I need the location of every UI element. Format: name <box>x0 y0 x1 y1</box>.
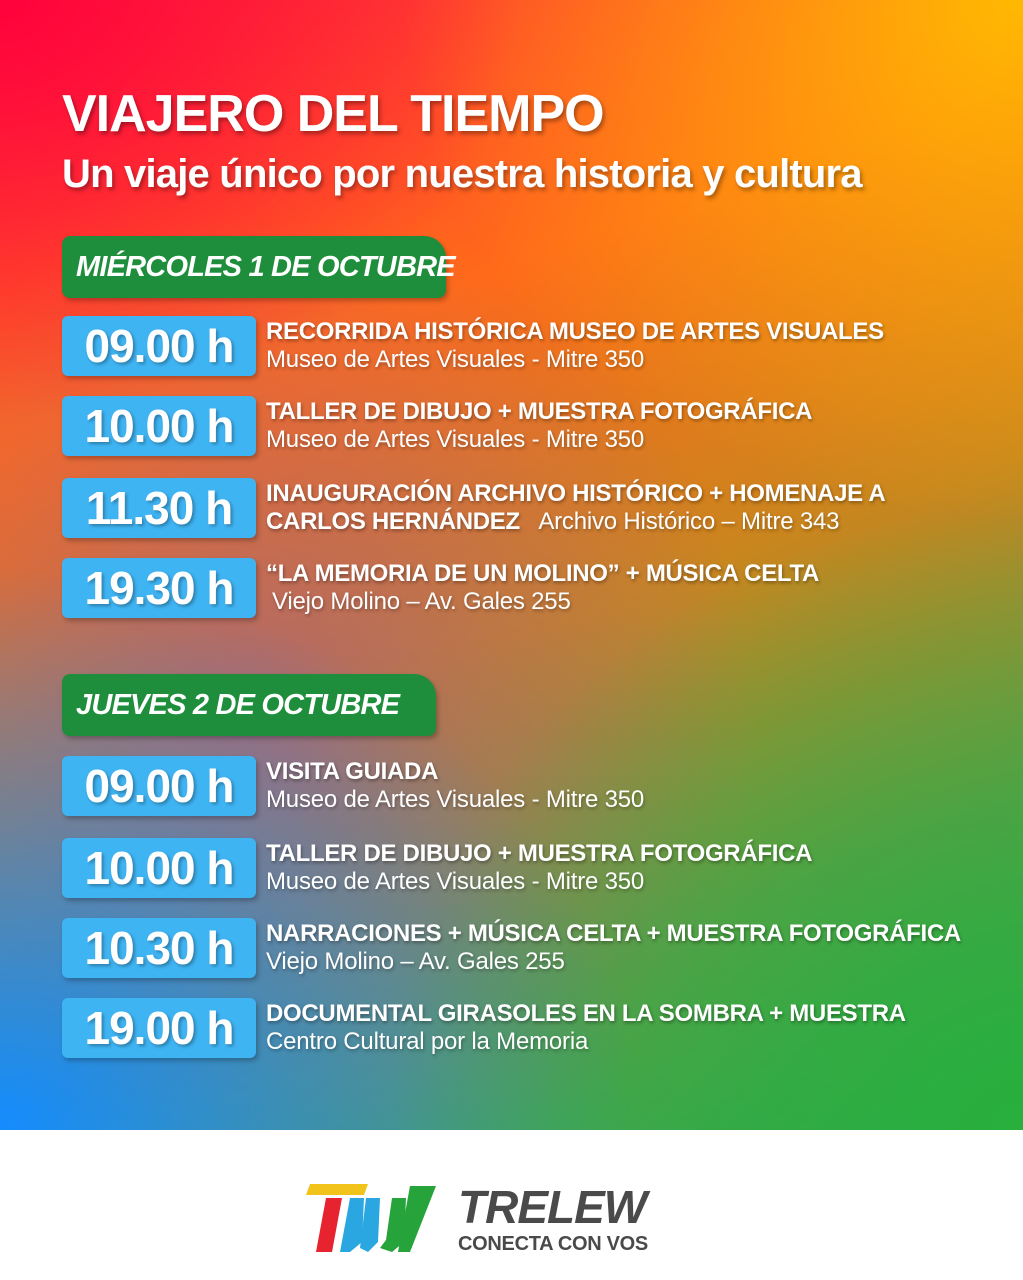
event-place: Viejo Molino – Av. Gales 255 <box>266 948 565 975</box>
event-details <box>266 840 1006 896</box>
event-place: Centro Cultural por la Memoria <box>266 1028 589 1055</box>
event-place: Archivo Histórico – Mitre 343 <box>538 508 840 535</box>
day-badge-thursday: JUEVES 2 DE OCTUBRE <box>62 674 436 736</box>
event-title: INAUGURACIÓN ARCHIVO HISTÓRICO + HOMENAJE A <box>266 480 886 507</box>
poster-subtitle: Un viaje único por nuestra historia y cultura <box>62 152 862 196</box>
event-item <box>62 918 1002 982</box>
poster-title: VIAJERO DEL TIEMPO <box>62 85 604 143</box>
time-badge: 11.30 h <box>62 478 256 538</box>
event-title: NARRACIONES + MÚSICA CELTA + MUESTRA FOTOGRÁFICA <box>266 920 961 947</box>
event-details <box>266 920 1006 976</box>
event-title: “LA MEMORIA DE UN MOLINO” + MÚSICA CELTA <box>266 560 820 587</box>
event-details <box>266 480 1006 536</box>
event-details <box>266 560 1006 616</box>
event-item <box>62 838 1002 902</box>
day-badge-wednesday: MIÉRCOLES 1 DE OCTUBRE <box>62 236 446 298</box>
time-badge: 19.00 h <box>62 998 256 1058</box>
event-item <box>62 558 1002 622</box>
event-item <box>62 756 1002 820</box>
event-place: Museo de Artes Visuales - Mitre 350 <box>266 346 645 373</box>
brand-name: TRELEW <box>458 1181 647 1233</box>
time-badge: 10.00 h <box>62 396 256 456</box>
brand-tagline: CONECTA CON VOS <box>458 1233 648 1255</box>
event-item <box>62 396 1002 460</box>
event-place: Museo de Artes Visuales - Mitre 350 <box>266 868 645 895</box>
footer <box>0 1130 1023 1280</box>
event-title: TALLER DE DIBUJO + MUESTRA FOTOGRÁFICA <box>266 840 813 867</box>
time-badge: 10.30 h <box>62 918 256 978</box>
event-title: RECORRIDA HISTÓRICA MUSEO DE ARTES VISUALES <box>266 318 884 345</box>
event-place: Museo de Artes Visuales - Mitre 350 <box>266 426 645 453</box>
time-badge: 09.00 h <box>62 756 256 816</box>
time-badge: 09.00 h <box>62 316 256 376</box>
event-place: Museo de Artes Visuales - Mitre 350 <box>266 786 645 813</box>
event-item <box>62 998 1002 1062</box>
event-title: DOCUMENTAL GIRASOLES EN LA SOMBRA + MUESTRA <box>266 1000 906 1027</box>
tw-logo-icon <box>306 1182 438 1254</box>
event-title-continued: CARLOS HERNÁNDEZ <box>266 508 520 535</box>
event-details <box>266 318 1006 374</box>
event-details <box>266 758 1006 814</box>
time-badge: 10.00 h <box>62 838 256 898</box>
event-details <box>266 398 1006 454</box>
event-title: TALLER DE DIBUJO + MUESTRA FOTOGRÁFICA <box>266 398 813 425</box>
event-details <box>266 1000 1006 1056</box>
event-item <box>62 478 1002 542</box>
event-title: VISITA GUIADA <box>266 758 439 785</box>
event-place: Viejo Molino – Av. Gales 255 <box>272 588 571 615</box>
time-badge: 19.30 h <box>62 558 256 618</box>
event-item <box>62 316 1002 380</box>
